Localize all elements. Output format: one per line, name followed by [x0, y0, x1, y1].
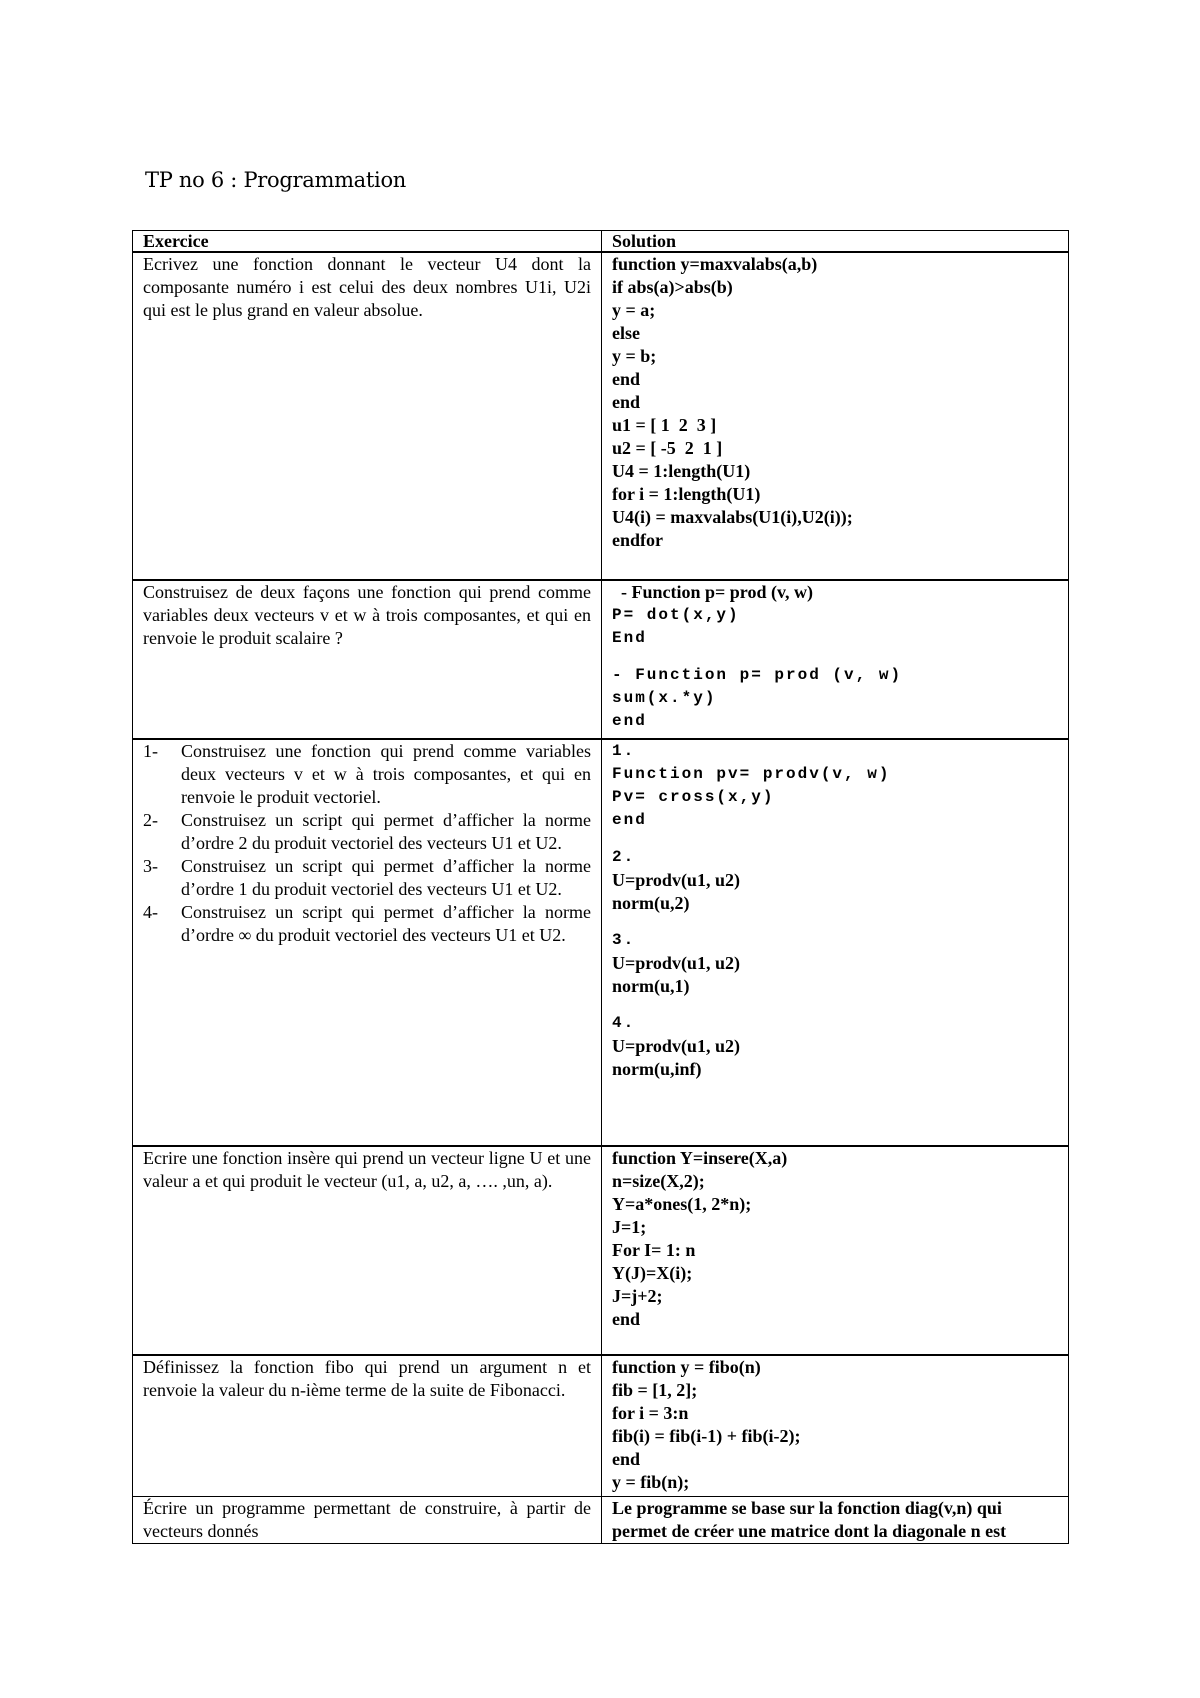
code-line: end [612, 392, 641, 412]
table-header-row [133, 231, 1069, 253]
code-line: J=j+2; [612, 1286, 663, 1306]
code-line: function y = fibo(n) [612, 1357, 761, 1377]
code-line: end [612, 811, 647, 829]
exercise-cell: Ecrire une fonction insère qui prend un vecteur ligne U et une valeur a et qui produit le vecteur (u1, a, u2, a, …. ,un, a). [133, 1146, 602, 1355]
code-line: End [612, 629, 647, 647]
code-line: n=size(X,2); [612, 1171, 705, 1191]
code-line: norm(u,inf) [612, 1059, 702, 1079]
exercise-table [132, 230, 1069, 1544]
code-line: else [612, 323, 640, 343]
code-line: Function pv= prodv(v, w) [612, 765, 891, 783]
code-line: norm(u,1) [612, 976, 690, 996]
code-line: 2. [612, 848, 636, 866]
code-line: end [612, 1309, 641, 1329]
solution-cell [602, 580, 1069, 739]
code-line: sum(x.*y) [612, 689, 717, 707]
code-line: Y(J)=X(i); [612, 1263, 693, 1283]
code-line: - Function p= prod (v, w) [612, 582, 813, 602]
table-row [133, 739, 1069, 1146]
solution-cell [602, 252, 1069, 580]
header-exercise: Exercice [133, 231, 602, 253]
table-row [133, 580, 1069, 739]
code-line: end [612, 369, 641, 389]
code-line: endfor [612, 530, 663, 550]
header-solution: Solution [602, 231, 1069, 253]
list-number: 1- [143, 741, 158, 761]
code-line: fib = [1, 2]; [612, 1380, 698, 1400]
list-item [143, 855, 591, 901]
table-row [133, 252, 1069, 580]
table-row [133, 1497, 1069, 1544]
solution-cell [602, 1146, 1069, 1355]
list-item [143, 809, 591, 855]
list-text: Construisez un script qui permet d’afficher la norme d’ordre 1 du produit vectoriel des vecteurs U1 et U2. [181, 856, 591, 899]
code-line: U4 = 1:length(U1) [612, 461, 751, 481]
task-list [143, 740, 591, 947]
list-text: Construisez un script qui permet d’afficher la norme d’ordre ∞ du produit vectoriel des vecteurs U1 et U2. [181, 902, 591, 945]
list-item [143, 901, 591, 947]
code-line: Y=a*ones(1, 2*n); [612, 1194, 752, 1214]
solution-cell [602, 739, 1069, 1146]
list-text: Construisez une fonction qui prend comme variables deux vecteurs v et w à trois composantes, et qui en renvoie le produit vectoriel. [181, 741, 591, 807]
code-line: U=prodv(u1, u2) [612, 870, 740, 890]
exercise-cell: Écrire un programme permettant de construire, à partir de vecteurs donnés [133, 1497, 602, 1544]
solution-cell: Le programme se base sur la fonction diag(v,n) qui permet de créer une matrice dont la diagonale n est [602, 1497, 1069, 1544]
code-line: U4(i) = maxvalabs(U1(i),U2(i)); [612, 507, 853, 527]
list-number: 3- [143, 856, 158, 876]
code-line: 3. [612, 931, 636, 949]
list-text: Construisez un script qui permet d’afficher la norme d’ordre 2 du produit vectoriel des vecteurs U1 et U2. [181, 810, 591, 853]
exercise-cell: Construisez de deux façons une fonction qui prend comme variables deux vecteurs v et w à trois composantes, et qui en renvoie le produit scalaire ? [133, 580, 602, 739]
code-line: u2 = [ -5 2 1 ] [612, 438, 723, 458]
code-line: end [612, 712, 647, 730]
code-line: - Function p= prod (v, w) [612, 666, 903, 684]
code-line: For I= 1: n [612, 1240, 696, 1260]
code-line: u1 = [ 1 2 3 ] [612, 415, 717, 435]
code-line: norm(u,2) [612, 893, 690, 913]
code-line: fib(i) = fib(i-1) + fib(i-2); [612, 1426, 801, 1446]
code-line: U=prodv(u1, u2) [612, 1036, 740, 1056]
exercise-cell: Définissez la fonction fibo qui prend un argument n et renvoie la valeur du n-ième terme de la suite de Fibonacci. [133, 1355, 602, 1497]
code-line: Pv= cross(x,y) [612, 788, 775, 806]
exercise-cell [133, 739, 602, 1146]
list-number: 2- [143, 810, 158, 830]
code-line: 4. [612, 1014, 636, 1032]
code-line: y = fib(n); [612, 1472, 690, 1492]
code-line: 1. [612, 742, 636, 760]
list-item [143, 740, 591, 809]
code-line: function Y=insere(X,a) [612, 1148, 788, 1168]
table-row [133, 1146, 1069, 1355]
code-line: y = a; [612, 300, 656, 320]
code-line: for i = 3:n [612, 1403, 689, 1423]
table-row [133, 1355, 1069, 1497]
code-line: y = b; [612, 346, 657, 366]
code-line: for i = 1:length(U1) [612, 484, 761, 504]
solution-cell [602, 1355, 1069, 1497]
code-line: J=1; [612, 1217, 647, 1237]
code-line: if abs(a)>abs(b) [612, 277, 733, 297]
code-line: P= dot(x,y) [612, 606, 740, 624]
code-line: function y=maxvalabs(a,b) [612, 254, 818, 274]
page-title: TP no 6 : Programmation [145, 168, 407, 192]
list-number: 4- [143, 902, 158, 922]
code-line: U=prodv(u1, u2) [612, 953, 740, 973]
exercise-cell: Ecrivez une fonction donnant le vecteur U4 dont la composante numéro i est celui des deux nombres U1i, U2i qui est le plus grand en valeur absolue. [133, 252, 602, 580]
code-line: end [612, 1449, 641, 1469]
